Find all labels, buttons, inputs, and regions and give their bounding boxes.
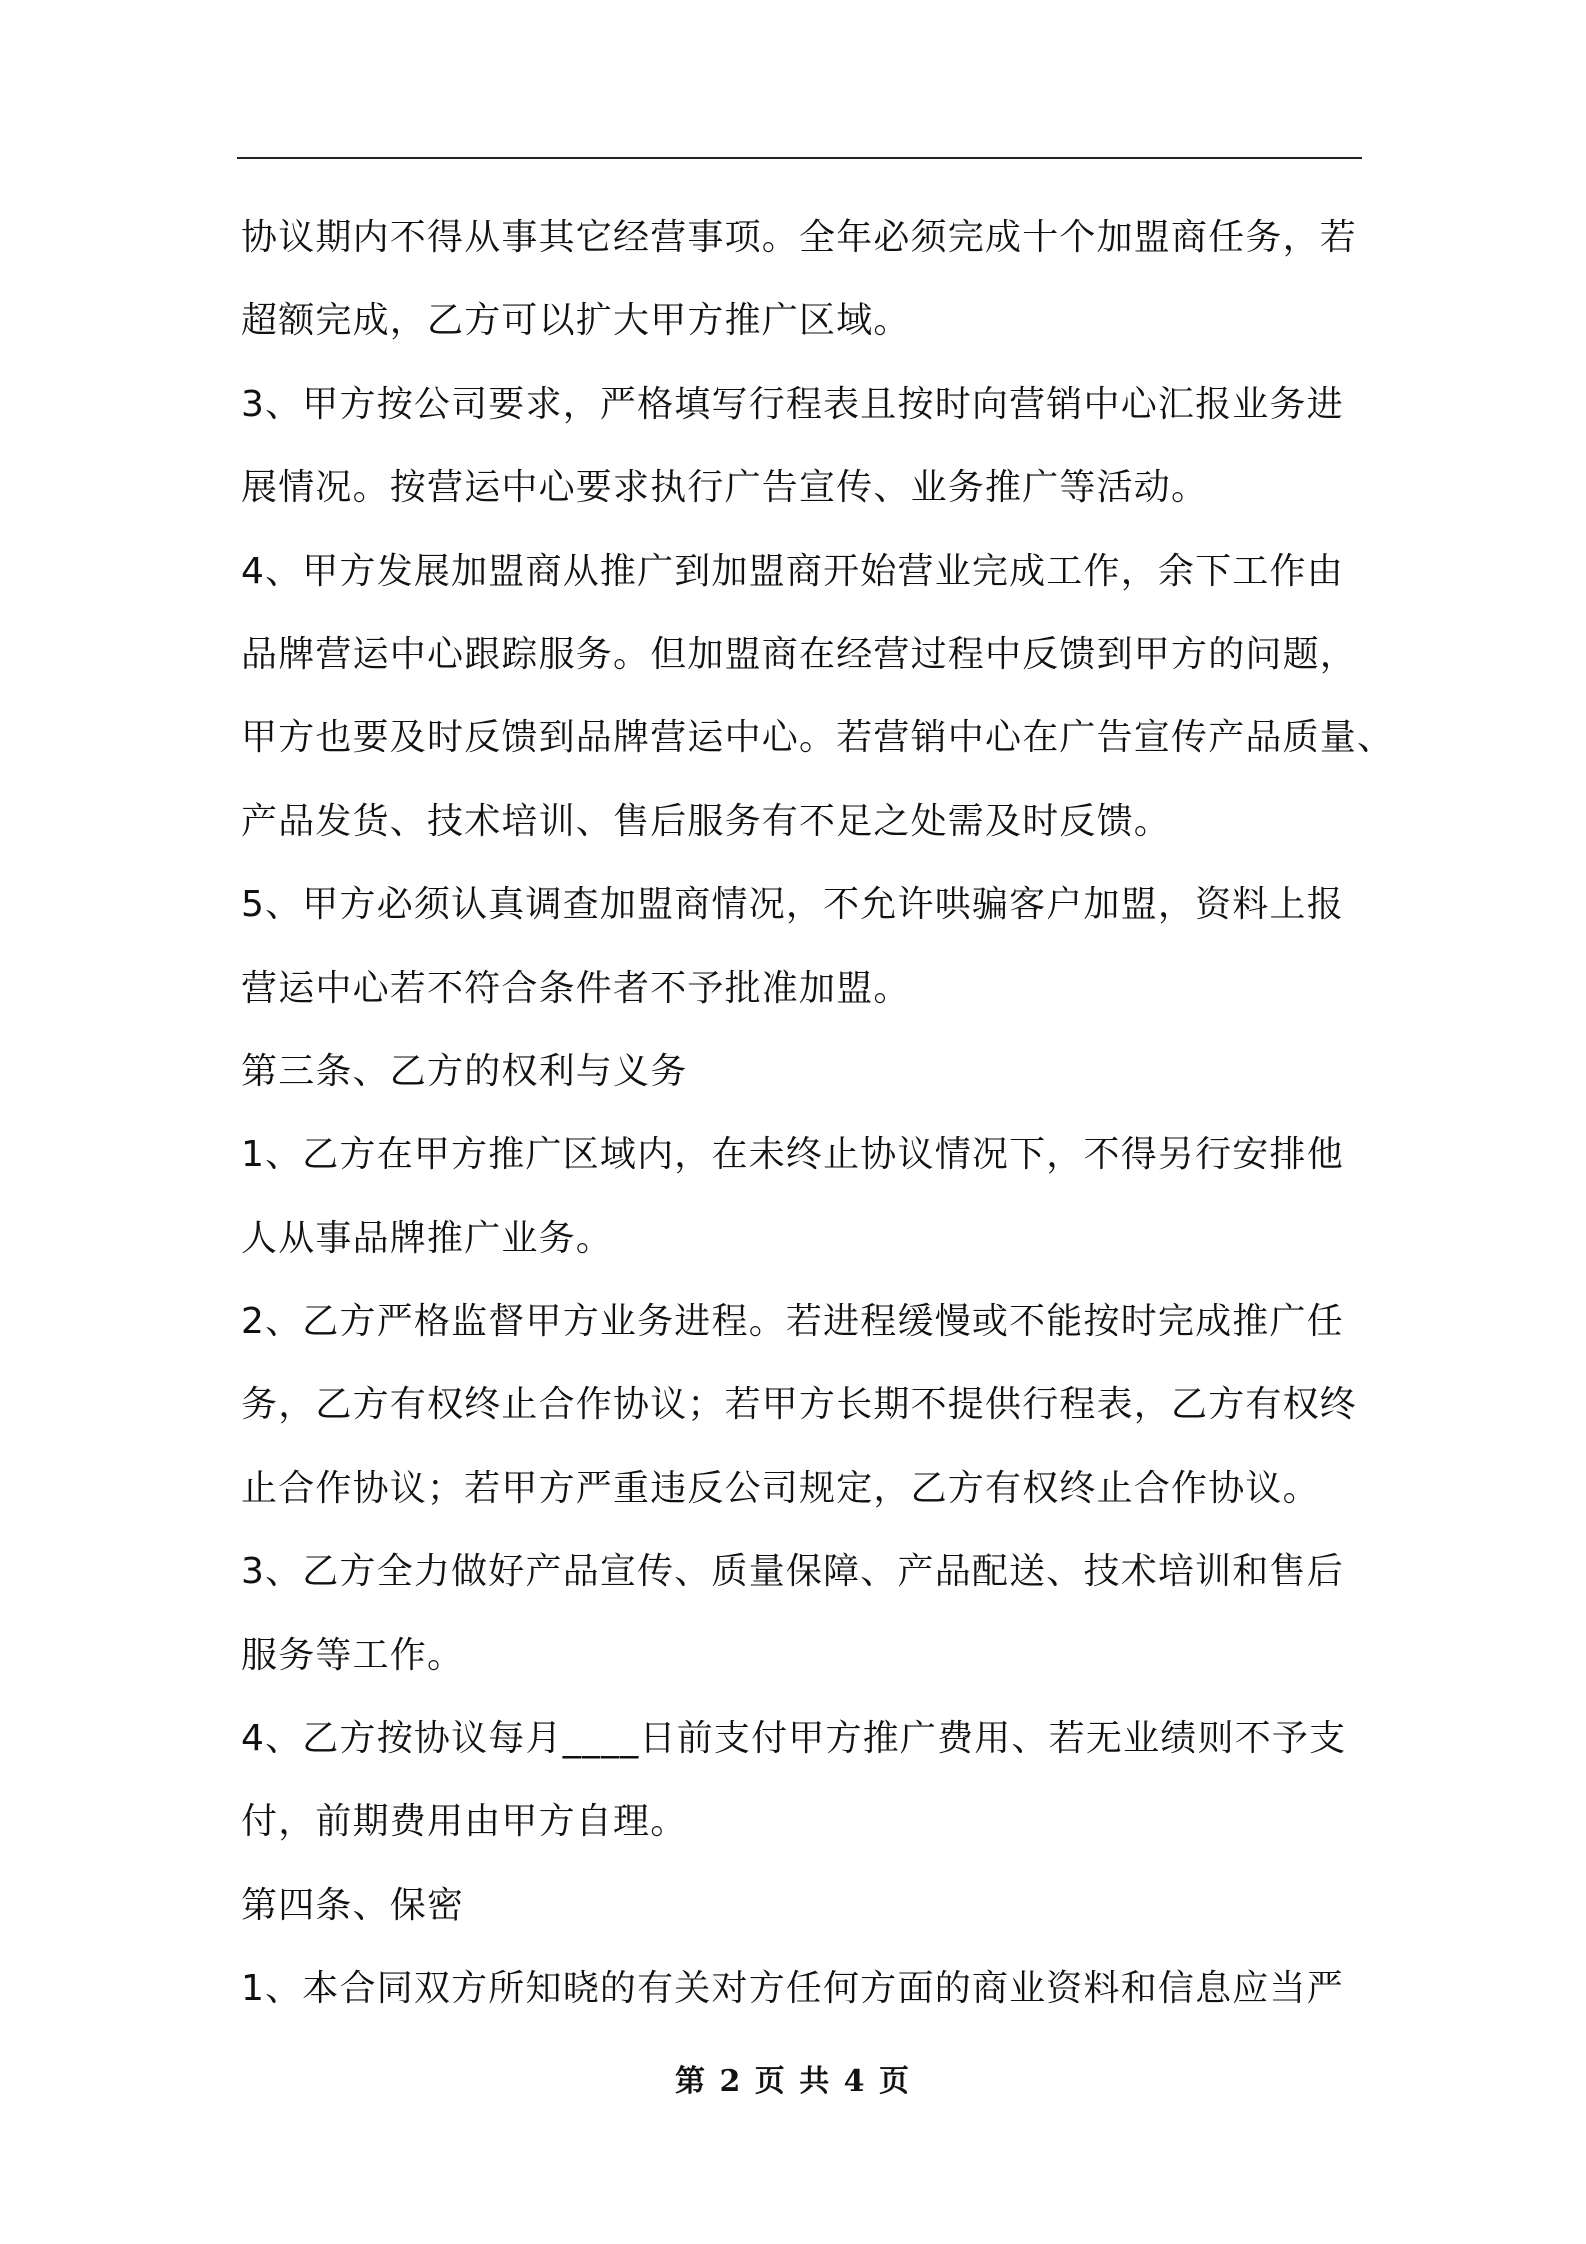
section-heading: 第四条、保密 (241, 1884, 465, 1926)
text-line: 服务等工作。 (241, 1634, 465, 1676)
text-line: 产品发货、技术培训、售后服务有不足之处需及时反馈。 (241, 800, 1172, 842)
text-line: 4、乙方按协议每月____日前支付甲方推广费用、若无业绩则不予支 (241, 1718, 1347, 1760)
section-heading: 第三条、乙方的权利与义务 (241, 1050, 688, 1092)
text-line: 2、乙方严格监督甲方业务进程。若进程缓慢或不能按时完成推广任 (241, 1301, 1344, 1343)
text-line: 1、本合同双方所知晓的有关对方任何方面的商业资料和信息应当严 (241, 1968, 1344, 2010)
document-body (241, 196, 1395, 2031)
header-rule (237, 157, 1362, 159)
text-line: 务，乙方有权终止合作协议；若甲方长期不提供行程表，乙方有权终 (241, 1384, 1358, 1426)
text-line: 品牌营运中心跟踪服务。但加盟商在经营过程中反馈到甲方的问题， (241, 633, 1358, 675)
text-line: 止合作协议；若甲方严重违反公司规定，乙方有权终止合作协议。 (241, 1467, 1320, 1509)
text-line: 甲方也要及时反馈到品牌营运中心。若营销中心在广告宣传产品质量、 (241, 717, 1395, 759)
text-line: 付，前期费用由甲方自理。 (241, 1801, 688, 1843)
text-line: 营运中心若不符合条件者不予批准加盟。 (241, 967, 911, 1009)
text-line: 5、甲方必须认真调查加盟商情况，不允许哄骗客户加盟，资料上报 (241, 884, 1344, 926)
text-line: 协议期内不得从事其它经营事项。全年必须完成十个加盟商任务，若 (241, 217, 1358, 258)
text-line: 4、甲方发展加盟商从推广到加盟商开始营业完成工作，余下工作由 (241, 550, 1344, 592)
text-line: 1、乙方在甲方推广区域内，在未终止协议情况下，不得另行安排他 (241, 1134, 1344, 1176)
text-line: 3、乙方全力做好产品宣传、质量保障、产品配送、技术培训和售后 (241, 1551, 1344, 1593)
text-line: 3、甲方按公司要求，严格填写行程表且按时向营销中心汇报业务进 (241, 383, 1344, 425)
text-line: 人从事品牌推广业务。 (241, 1217, 614, 1259)
text-line: 超额完成，乙方可以扩大甲方推广区域。 (241, 300, 911, 342)
page-number-footer: 第 2 页 共 4 页 (675, 2064, 911, 2099)
text-line: 展情况。按营运中心要求执行广告宣传、业务推广等活动。 (241, 467, 1209, 509)
